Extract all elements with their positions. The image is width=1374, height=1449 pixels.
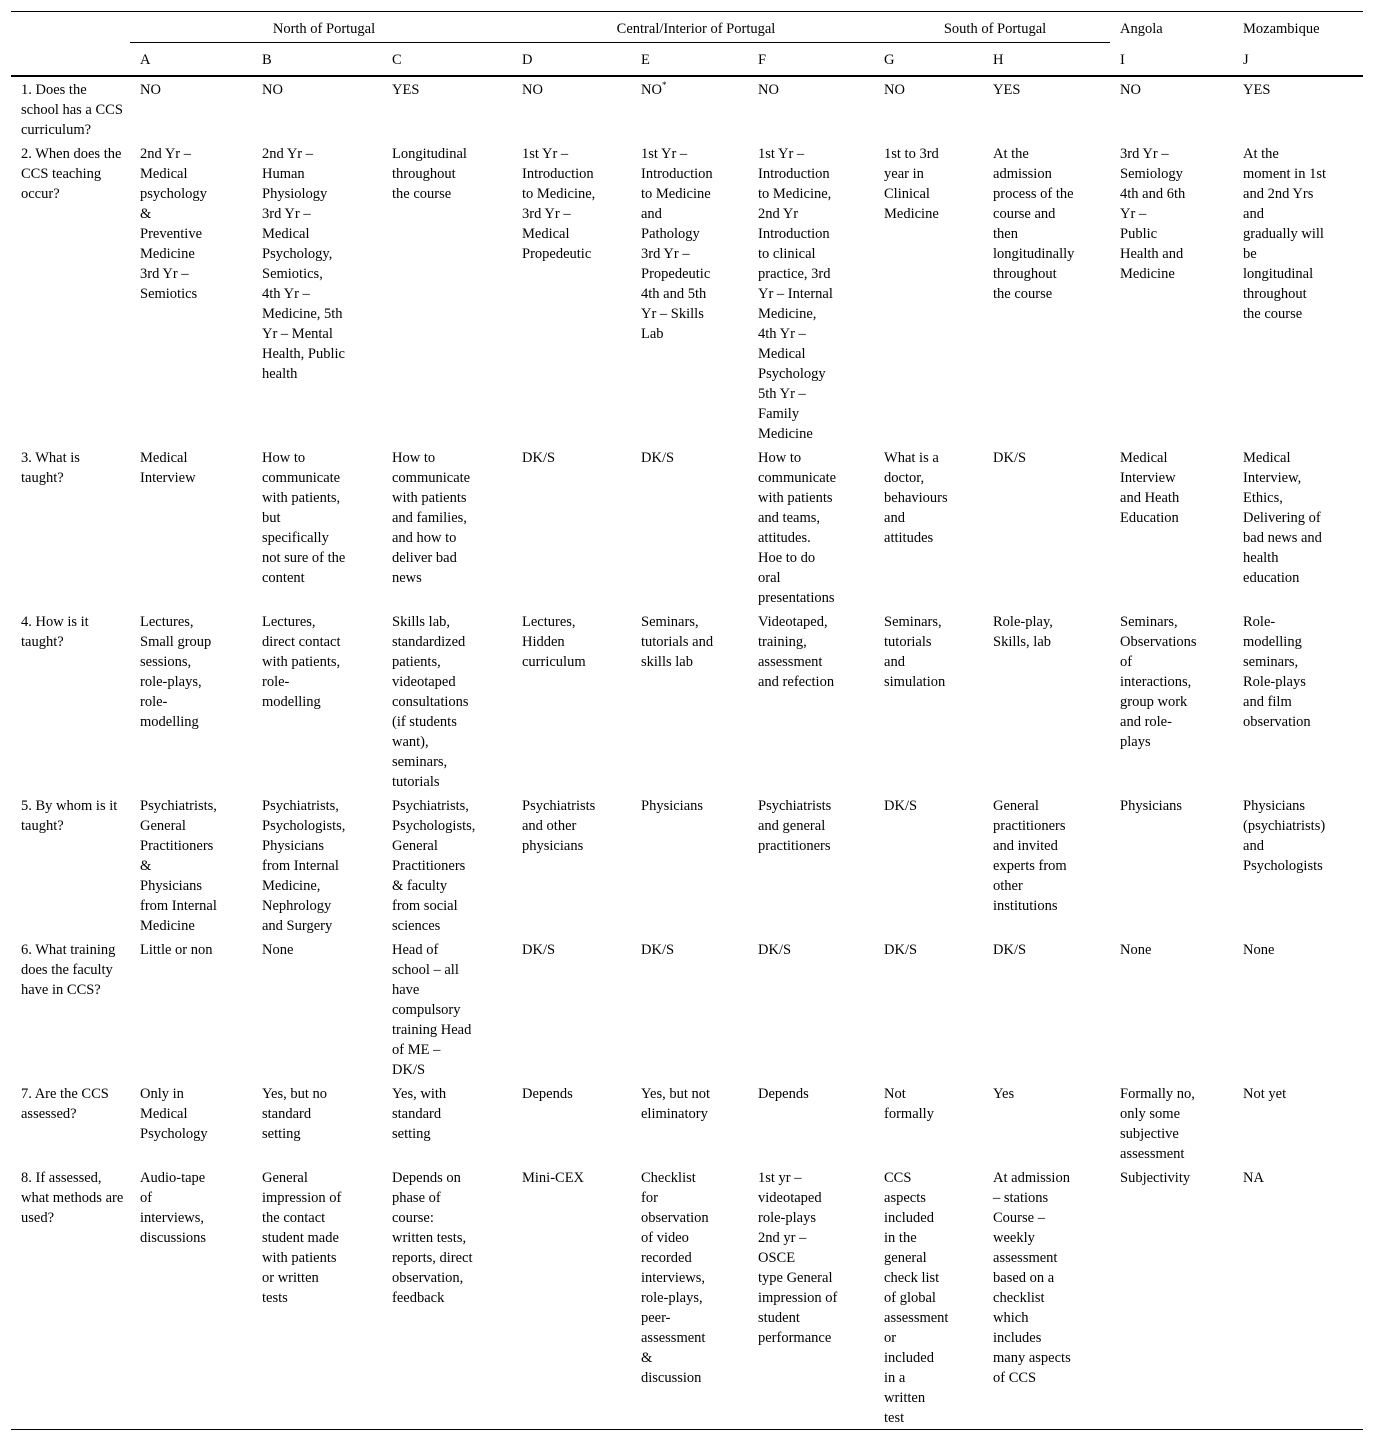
answer-text: Medical Interview (140, 450, 196, 486)
question-cell: 2. When does the CCS teaching occur? (21, 146, 122, 202)
answer-text: Psychiatrists and other physicians (522, 798, 596, 854)
answer-text: Role-play, Skills, lab (993, 614, 1053, 650)
answer-text: Head of school – all have compulsory training Head of ME – DK/S (392, 942, 472, 1078)
answer-text: Psychiatrists, General Practitioners & Physicians from Internal Medicine (140, 798, 217, 934)
school-letter-c: C (392, 52, 402, 68)
answer-cell-e (631, 937, 748, 1081)
group-south: South of Portugal (874, 12, 1110, 43)
answer-text: General practitioners and invited experts from other institutions (993, 798, 1067, 914)
table-body (11, 76, 1363, 1430)
question-cell: 8. If assessed, what methods are used? (21, 1170, 124, 1226)
answer-text: At the moment in 1st and 2nd Yrs and gradually will be longitudinal throughout the course (1243, 146, 1326, 322)
ccs-curriculum-table (11, 11, 1363, 1430)
answer-text: NO (758, 82, 779, 98)
answer-cell-g (874, 76, 983, 141)
answer-cell-c (382, 445, 512, 609)
table-row (11, 937, 1363, 1081)
answer-cell-d (512, 76, 631, 141)
answer-cell-f (748, 76, 874, 141)
answer-text: Role- modelling seminars, Role-plays and film observation (1243, 614, 1311, 730)
answer-text: DK/S (993, 942, 1027, 958)
answer-text: Yes, but not eliminatory (641, 1086, 711, 1122)
group-mozambique: Mozambique (1243, 21, 1320, 37)
answer-cell-c (382, 609, 512, 793)
answer-text: 1st Yr – Introduction to Medicine, 3rd Yr – Medical Propedeutic (522, 146, 596, 262)
answer-cell-i (1110, 793, 1233, 937)
answer-text: Physicians (psychiatrists) and Psychologists (1243, 798, 1326, 874)
table-row (11, 445, 1363, 609)
answer-text: Little or non (140, 942, 213, 958)
answer-text: Yes, with standard setting (392, 1086, 447, 1142)
answer-cell-a (130, 937, 252, 1081)
answer-cell-b (252, 1165, 382, 1430)
table-row (11, 609, 1363, 793)
answer-cell-b (252, 609, 382, 793)
answer-cell-g (874, 141, 983, 445)
school-letter-g: G (884, 52, 895, 68)
group-north: North of Portugal (130, 12, 512, 43)
answer-text: Medical Interview, Ethics, Delivering of bad news and health education (1243, 450, 1322, 586)
answer-text: Depends (758, 1086, 809, 1102)
answer-cell-g (874, 1081, 983, 1165)
answer-cell-i (1110, 445, 1233, 609)
answer-cell-i (1110, 76, 1233, 141)
answer-text: 1st Yr – Introduction to Medicine, 2nd Yr Introduction to clinical practice, 3rd Yr – Internal Medicine, 4th Yr – Medical Psychology 5th Yr – Family Medicine (758, 146, 833, 442)
answer-cell-a (130, 445, 252, 609)
answer-text: Medical Interview and Heath Education (1120, 450, 1180, 526)
answer-text: Yes, but no standard setting (262, 1086, 328, 1142)
answer-cell-g (874, 937, 983, 1081)
answer-cell-b (252, 793, 382, 937)
answer-cell-f (748, 793, 874, 937)
answer-text: Lectures, direct contact with patients, role- modelling (262, 614, 341, 710)
answer-cell-e (631, 1165, 748, 1430)
answer-text: DK/S (522, 450, 556, 466)
answer-cell-c (382, 1165, 512, 1430)
answer-cell-a (130, 76, 252, 141)
answer-cell-h (983, 609, 1110, 793)
answer-cell-h (983, 937, 1110, 1081)
school-letter-j: J (1243, 51, 1249, 68)
school-letter-b: B (262, 52, 272, 68)
answer-text: 3rd Yr – Semiology 4th and 6th Yr – Public Health and Medicine (1120, 146, 1186, 282)
answer-text: 1st Yr – Introduction to Medicine and Pathology 3rd Yr – Propedeutic 4th and 5th Yr – Skills Lab (641, 146, 713, 342)
question-cell: 3. What is taught? (21, 450, 80, 486)
answer-cell-e (631, 1081, 748, 1165)
answer-cell-h (983, 1165, 1110, 1430)
answer-text: DK/S (884, 942, 918, 958)
answer-cell-i (1110, 1165, 1233, 1430)
answer-cell-f (748, 141, 874, 445)
answer-text: Psychiatrists, Psychologists, Physicians from Internal Medicine, Nephrology and Surgery (262, 798, 346, 934)
answer-text: CCS aspects included in the general check list of global assessment or included in a written test (884, 1170, 949, 1426)
answer-cell-a (130, 1165, 252, 1430)
answer-text: Not formally (884, 1086, 934, 1122)
answer-text: Seminars, tutorials and skills lab (641, 614, 714, 670)
answer-cell-i (1110, 1081, 1233, 1165)
answer-text: NA (1243, 1170, 1264, 1186)
answer-cell-d (512, 141, 631, 445)
answer-cell-f (748, 1081, 874, 1165)
answer-cell-b (252, 76, 382, 141)
answer-cell-d (512, 937, 631, 1081)
answer-cell-h (983, 793, 1110, 937)
answer-text: How to communicate with patients and teams, attitudes. Hoe to do oral presentations (758, 450, 837, 606)
table-row (11, 793, 1363, 937)
footnote-mark: * (661, 80, 667, 90)
answer-cell-j (1233, 76, 1363, 141)
answer-text: Audio-tape of interviews, discussions (140, 1170, 207, 1246)
answer-cell-h (983, 76, 1110, 141)
answer-text: Checklist for observation of video recorded interviews, role-plays, peer- assessment & discussion (641, 1170, 709, 1386)
answer-cell-j (1233, 609, 1363, 793)
answer-cell-b (252, 937, 382, 1081)
answer-text: Lectures, Small group sessions, role-plays, role- modelling (140, 614, 212, 730)
answer-cell-f (748, 609, 874, 793)
answer-cell-i (1110, 937, 1233, 1081)
answer-text: DK/S (758, 942, 792, 958)
answer-cell-h (983, 1081, 1110, 1165)
answer-text: None (262, 942, 294, 958)
answer-text: 2nd Yr – Medical psychology & Preventive Medicine 3rd Yr – Semiotics (140, 146, 207, 302)
answer-cell-d (512, 1081, 631, 1165)
answer-cell-i (1110, 609, 1233, 793)
question-cell: 5. By whom is it taught? (21, 798, 118, 834)
answer-text: Mini-CEX (522, 1170, 585, 1186)
answer-cell-g (874, 793, 983, 937)
answer-text: DK/S (884, 798, 918, 814)
answer-text: DK/S (522, 942, 556, 958)
answer-cell-e (631, 141, 748, 445)
answer-cell-i (1110, 141, 1233, 445)
answer-text: At the admission process of the course and then longitudinally throughout the course (993, 146, 1075, 302)
answer-text: YES (392, 82, 420, 98)
answer-cell-c (382, 793, 512, 937)
answer-cell-j (1233, 1081, 1363, 1165)
answer-cell-c (382, 937, 512, 1081)
answer-text: At admission – stations Course – weekly assessment based on a checklist which includes many aspects of CCS (993, 1170, 1071, 1386)
answer-text: 2nd Yr – Human Physiology 3rd Yr – Medical Psychology, Semiotics, 4th Yr – Medicine, 5th Yr – Mental Health, Public health (262, 146, 345, 382)
answer-text: How to communicate with patients and families, and how to deliver bad news (392, 450, 471, 586)
question-cell: 4. How is it taught? (21, 614, 89, 650)
answer-cell-g (874, 1165, 983, 1430)
answer-text: Not yet (1243, 1086, 1287, 1102)
question-cell: 1. Does the school has a CCS curriculum? (21, 82, 123, 138)
group-central: Central/Interior of Portugal (512, 12, 874, 43)
answer-cell-g (874, 445, 983, 609)
answer-cell-d (512, 1165, 631, 1430)
school-letter-a: A (140, 52, 151, 68)
school-letter-row (11, 43, 1363, 77)
answer-cell-c (382, 1081, 512, 1165)
answer-text: None (1243, 942, 1275, 958)
answer-cell-j (1233, 445, 1363, 609)
answer-text: 1st to 3rd year in Clinical Medicine (884, 146, 939, 222)
answer-cell-f (748, 445, 874, 609)
answer-cell-c (382, 76, 512, 141)
answer-cell-a (130, 609, 252, 793)
answer-text: NO (522, 82, 543, 98)
table-row (11, 1165, 1363, 1430)
answer-cell-a (130, 141, 252, 445)
answer-cell-j (1233, 141, 1363, 445)
answer-cell-d (512, 609, 631, 793)
answer-text: Skills lab, standardized patients, videotaped consultations (if students want), seminars, tutorials (392, 614, 469, 790)
answer-text: Psychiatrists and general practitioners (758, 798, 832, 854)
answer-text: DK/S (993, 450, 1027, 466)
answer-cell-a (130, 793, 252, 937)
answer-text: General impression of the contact student made with patients or written tests (262, 1170, 342, 1306)
ccs-curriculum-table-container (11, 11, 1363, 1430)
answer-text: Seminars, Observations of interactions, group work and role- plays (1120, 614, 1197, 750)
answer-cell-g (874, 609, 983, 793)
table-row (11, 1081, 1363, 1165)
table-row (11, 141, 1363, 445)
school-letter-f: F (758, 52, 767, 68)
school-letter-e: E (641, 52, 650, 68)
school-letter-i: I (1120, 51, 1125, 68)
answer-text: Longitudinal throughout the course (392, 146, 467, 202)
group-angola: Angola (1120, 21, 1163, 37)
answer-text: Depends (522, 1086, 573, 1102)
empty-letter-cell (11, 43, 130, 77)
answer-cell-d (512, 445, 631, 609)
answer-text: None (1120, 942, 1152, 958)
school-letter-h: H (993, 52, 1004, 68)
answer-text: Physicians (641, 798, 704, 814)
answer-text: How to communicate with patients, but specifically not sure of the content (262, 450, 346, 586)
answer-cell-j (1233, 793, 1363, 937)
answer-cell-c (382, 141, 512, 445)
answer-cell-e (631, 793, 748, 937)
answer-cell-f (748, 1165, 874, 1430)
answer-cell-e (631, 609, 748, 793)
answer-cell-j (1233, 937, 1363, 1081)
answer-text: Lectures, Hidden curriculum (522, 614, 586, 670)
answer-cell-h (983, 141, 1110, 445)
answer-cell-f (748, 937, 874, 1081)
answer-text: Psychiatrists, Psychologists, General Practitioners & faculty from social sciences (392, 798, 476, 934)
answer-cell-j (1233, 1165, 1363, 1430)
answer-text: Seminars, tutorials and simulation (884, 614, 946, 690)
answer-text: NO (140, 82, 161, 98)
answer-text: DK/S (641, 942, 675, 958)
empty-header-cell (11, 12, 130, 43)
answer-cell-b (252, 141, 382, 445)
question-cell: 6. What training does the faculty have in CCS? (21, 942, 116, 998)
answer-text: NO (1120, 82, 1141, 98)
answer-cell-a (130, 1081, 252, 1165)
answer-text: What is a doctor, behaviours and attitudes (884, 450, 948, 546)
answer-text: NO (262, 82, 283, 98)
answer-text: Yes (993, 1086, 1015, 1102)
answer-cell-b (252, 1081, 382, 1165)
answer-text: Videotaped, training, assessment and refection (758, 614, 835, 690)
answer-text: NO (641, 82, 662, 98)
answer-cell-h (983, 445, 1110, 609)
group-header-row (11, 12, 1363, 43)
question-cell: 7. Are the CCS assessed? (21, 1086, 109, 1122)
answer-text: YES (993, 82, 1021, 98)
answer-text: DK/S (641, 450, 675, 466)
answer-cell-e (631, 76, 748, 141)
answer-cell-e (631, 445, 748, 609)
school-letter-d: D (522, 52, 533, 68)
table-row (11, 76, 1363, 141)
answer-text: Physicians (1120, 798, 1183, 814)
answer-text: Formally no, only some subjective assessment (1120, 1086, 1195, 1162)
answer-text: NO (884, 82, 905, 98)
answer-text: Only in Medical Psychology (140, 1086, 208, 1142)
answer-cell-b (252, 445, 382, 609)
answer-text: Depends on phase of course: written tests, reports, direct observation, feedback (392, 1170, 473, 1306)
answer-cell-d (512, 793, 631, 937)
answer-text: 1st yr – videotaped role-plays 2nd yr – OSCE type General impression of student performance (758, 1170, 838, 1346)
answer-text: YES (1243, 82, 1271, 98)
answer-text: Subjectivity (1120, 1170, 1191, 1186)
